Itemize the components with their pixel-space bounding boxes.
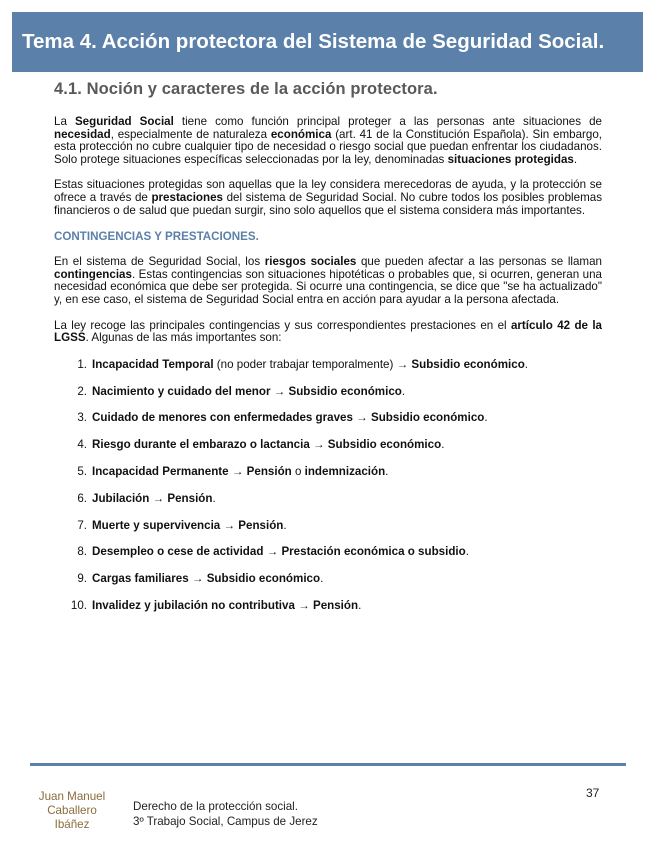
list-item: 5. Incapacidad Permanente → Pensión o indemnización. — [77, 464, 389, 478]
list-item: 10. Invalidez y jubilación no contributiva → Pensión. — [70, 598, 362, 612]
list-item: 6. Jubilación → Pensión. — [77, 491, 216, 505]
page-number: 37 — [586, 786, 600, 800]
contingencies-list — [54, 358, 602, 626]
list-item: 9. Cargas familiares → Subsidio económico. — [77, 572, 324, 586]
paragraph-intro: La Seguridad Social tiene como función principal proteger a las personas ante situaciones de necesidad, especialmente de naturaleza económica (art. 41 de la Constitución Española). Sin embargo, esta protección no cubre cualquier tipo de necesidad o riesgo social que puedan enfrentar los ciudadanos. Solo protege situaciones específicas seleccionadas por la ley, denominadas situaciones protegidas. — [54, 115, 602, 166]
section-title: 4.1. Noción y caracteres de la acción protectora. — [54, 80, 438, 98]
footer-divider — [30, 763, 626, 766]
list-item: 4. Riesgo durante el embarazo o lactancia → Subsidio económico. — [77, 438, 445, 452]
paragraph-prestaciones: Estas situaciones protegidas son aquellas que la ley considera merecedoras de ayuda, y la protección se ofrece a través de prestaciones del sistema de Seguridad Social. No cubre todos los posibles problemas financieros o de salud que puedan surgir, sino solo aquellos que el sistema considera más importantes. — [54, 178, 602, 217]
list-item: 1. Incapacidad Temporal (no poder trabajar temporalmente) → Subsidio económico. — [77, 357, 529, 371]
list-item: 7. Muerte y supervivencia → Pensión. — [77, 518, 287, 532]
list-item: 2. Nacimiento y cuidado del menor → Subsidio económico. — [77, 384, 406, 398]
course-info: Derecho de la protección social. 3º Trabajo Social, Campus de Jerez — [133, 800, 318, 828]
list-item: 3. Cuidado de menores con enfermedades graves → Subsidio económico. — [77, 411, 488, 425]
paragraph-contingencias: En el sistema de Seguridad Social, los riesgos sociales que pueden afectar a las personas se llaman contingencias. Estas contingencias son situaciones hipotéticas o probables que, si ocurren, generan una necesidad económica que debe ser protegida. Si ocurre una contingencia, se dice que "se ha actualizado" y, en ese caso, el sistema de Seguridad Social entra en acción para ayudar a la persona afectada. — [54, 255, 602, 306]
paragraph-lgss: La ley recoge las principales contingencias y sus correspondientes prestaciones en el artículo 42 de la LGSS. Algunas de las más importantes son: — [54, 318, 602, 345]
chapter-title: Tema 4. Acción protectora del Sistema de Seguridad Social. — [22, 30, 605, 53]
main-content — [54, 80, 602, 626]
list-item: 8. Desempleo o cese de actividad → Prestación económica o subsidio. — [77, 545, 469, 559]
author-name: Juan Manuel Caballero Ibáñez — [38, 790, 106, 831]
chapter-header — [12, 12, 643, 72]
subheading-contingencias: CONTINGENCIAS Y PRESTACIONES. — [54, 230, 259, 244]
